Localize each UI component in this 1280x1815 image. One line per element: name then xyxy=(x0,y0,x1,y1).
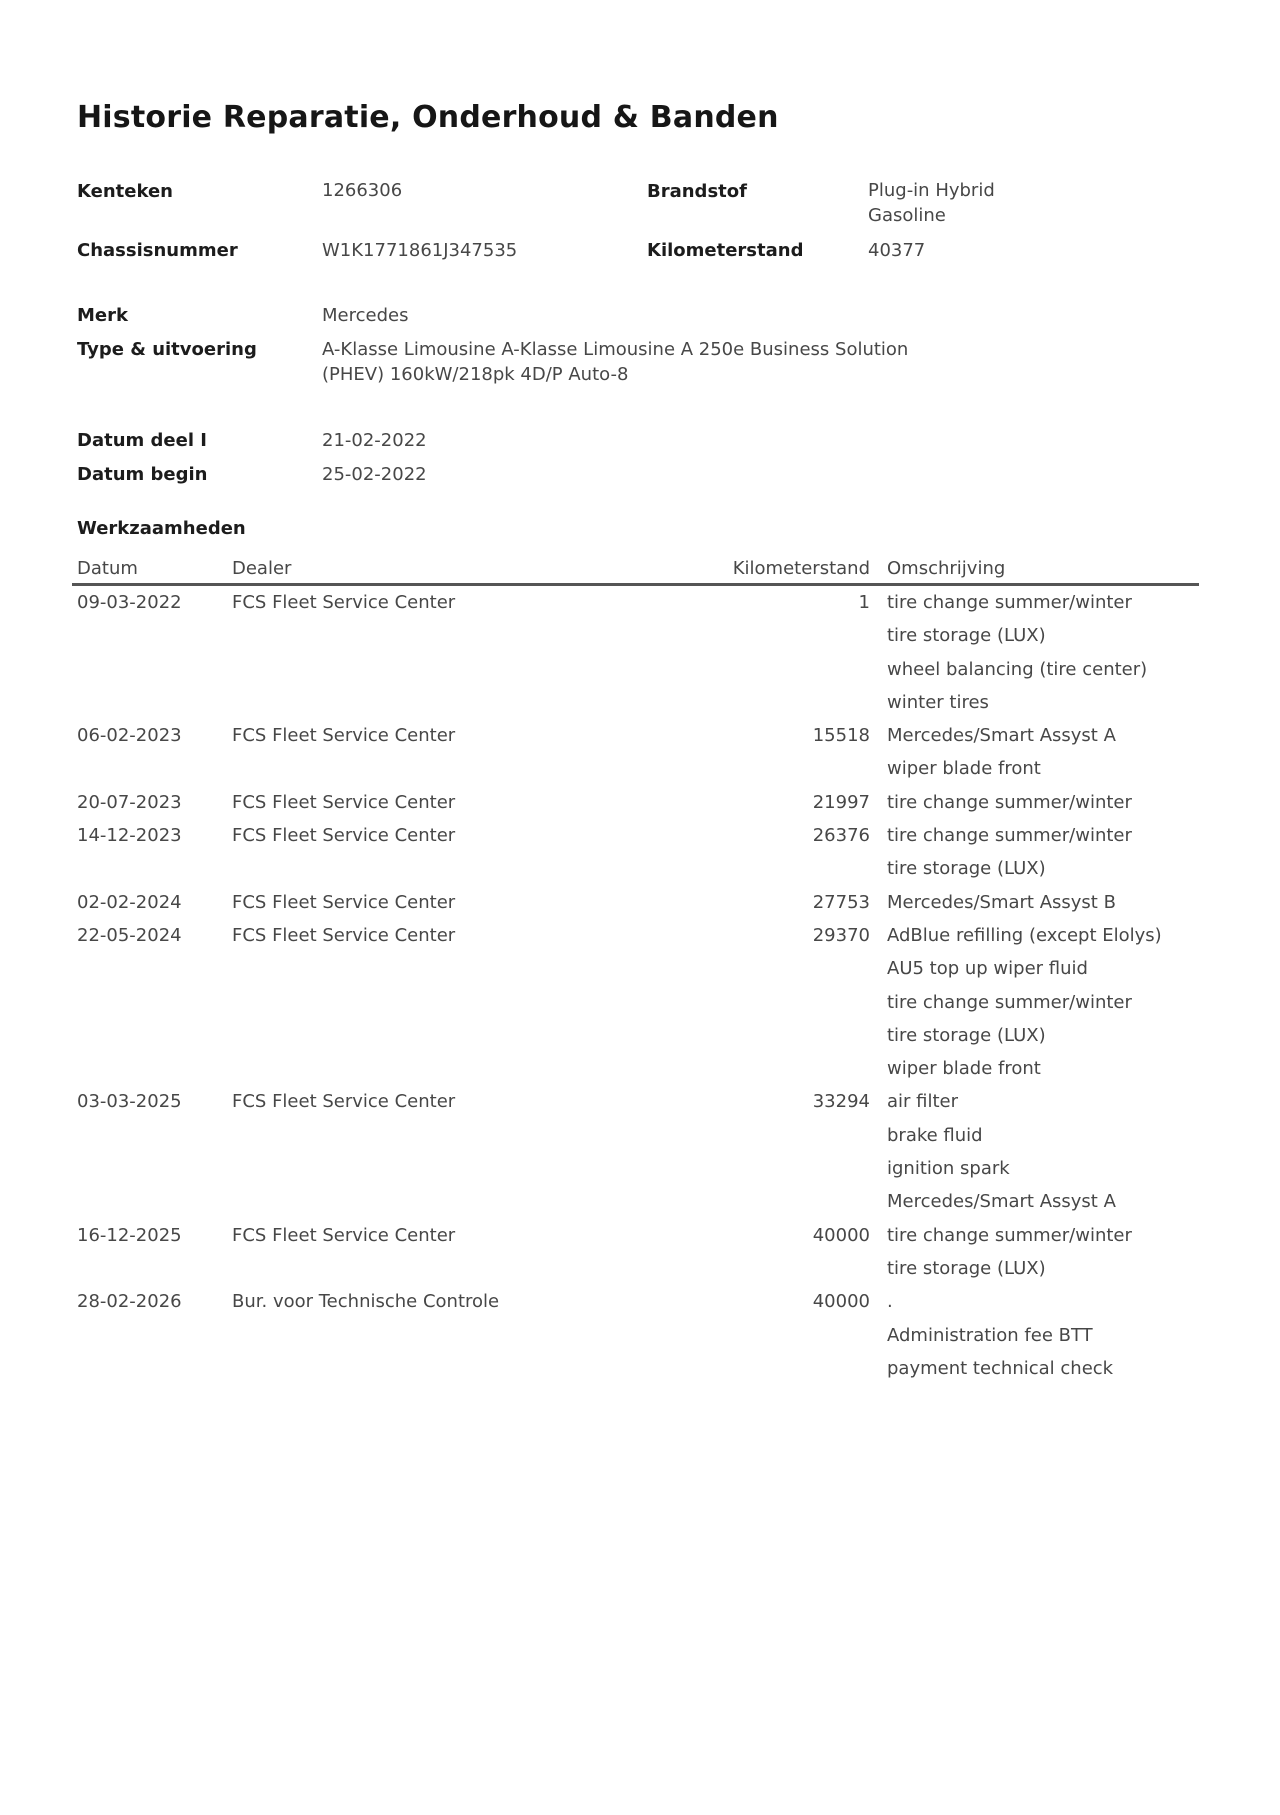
type-line-1: A-Klasse Limousine A-Klasse Limousine A 250e Business Solution xyxy=(322,339,909,360)
cell-dealer: FCS Fleet Service Center xyxy=(232,825,456,847)
cell-omschrijving xyxy=(875,819,1199,886)
cell-kilometerstand: 26376 xyxy=(812,825,870,847)
omschrijving-item: Mercedes/Smart Assyst A xyxy=(887,1191,1116,1213)
table-row xyxy=(72,1219,1199,1286)
omschrijving-item: tire change summer/winter xyxy=(887,592,1132,613)
cell-kilometerstand: 27753 xyxy=(812,891,870,913)
omschrijving-item: brake fluid xyxy=(887,1124,983,1146)
werkzaamheden-rows xyxy=(72,585,1199,1386)
omschrijving-item: tire storage (LUX) xyxy=(887,1024,1046,1046)
column-header-omschrijving: Omschrijving xyxy=(875,552,1199,585)
datum-deel-1-label: Datum deel I xyxy=(77,430,207,451)
cell-datum: 20-07-2023 xyxy=(77,791,182,813)
cell-dealer: FCS Fleet Service Center xyxy=(232,891,456,913)
cell-datum: 28-02-2026 xyxy=(77,1291,182,1313)
brandstof-line-2: Gasoline xyxy=(868,205,946,226)
cell-datum: 09-03-2022 xyxy=(77,592,182,613)
omschrijving-item: tire change summer/winter xyxy=(887,825,1132,847)
cell-dealer: FCS Fleet Service Center xyxy=(232,725,456,747)
cell-datum: 02-02-2024 xyxy=(77,891,182,913)
brandstof-line-1: Plug-in Hybrid xyxy=(868,180,995,201)
cell-kilometerstand: 29370 xyxy=(812,924,870,946)
cell-omschrijving xyxy=(875,786,1199,819)
cell-datum: 16-12-2025 xyxy=(77,1224,182,1246)
table-header-row xyxy=(72,552,1199,585)
brandstof-label: Brandstof xyxy=(647,181,747,202)
table-row xyxy=(72,919,1199,1085)
omschrijving-item: ignition spark xyxy=(887,1158,1010,1180)
werkzaamheden-table xyxy=(72,552,1199,1385)
cell-kilometerstand: 33294 xyxy=(812,1091,870,1113)
omschrijving-item: tire storage (LUX) xyxy=(887,1257,1046,1279)
omschrijving-item: tire change summer/winter xyxy=(887,991,1132,1013)
cell-kilometerstand: 40000 xyxy=(812,1291,870,1313)
cell-dealer: FCS Fleet Service Center xyxy=(232,791,456,813)
omschrijving-item: tire storage (LUX) xyxy=(887,625,1046,647)
cell-datum: 06-02-2023 xyxy=(77,725,182,747)
chassis-label: Chassisnummer xyxy=(77,240,238,261)
omschrijving-item: wiper blade front xyxy=(887,758,1041,780)
table-row xyxy=(72,1285,1199,1385)
kilometerstand-value: 40377 xyxy=(868,240,926,261)
omschrijving-item: tire change summer/winter xyxy=(887,791,1132,813)
table-row xyxy=(72,786,1199,819)
type-label: Type & uitvoering xyxy=(77,339,257,360)
omschrijving-item: payment technical check xyxy=(887,1357,1114,1379)
omschrijving-item: Mercedes/Smart Assyst A xyxy=(887,725,1116,747)
omschrijving-item: . xyxy=(887,1291,893,1313)
datum-begin-label: Datum begin xyxy=(77,464,208,485)
cell-omschrijving xyxy=(875,1085,1199,1218)
omschrijving-item: Mercedes/Smart Assyst B xyxy=(887,891,1116,913)
kilometerstand-label: Kilometerstand xyxy=(647,240,804,261)
omschrijving-item: wiper blade front xyxy=(887,1058,1041,1080)
cell-dealer: FCS Fleet Service Center xyxy=(232,1224,456,1246)
table-row xyxy=(72,719,1199,786)
cell-datum: 03-03-2025 xyxy=(77,1091,182,1113)
cell-kilometerstand: 21997 xyxy=(812,791,870,813)
omschrijving-item: wheel balancing (tire center) xyxy=(887,658,1148,680)
chassis-value: W1K1771861J347535 xyxy=(322,240,518,261)
table-row xyxy=(72,1085,1199,1218)
cell-dealer: FCS Fleet Service Center xyxy=(232,592,456,613)
column-header-kilometerstand: Kilometerstand xyxy=(642,552,875,585)
cell-dealer: FCS Fleet Service Center xyxy=(232,924,456,946)
table-row xyxy=(72,585,1199,720)
omschrijving-item: tire change summer/winter xyxy=(887,1224,1132,1246)
merk-label: Merk xyxy=(77,305,128,326)
table-row xyxy=(72,886,1199,919)
cell-omschrijving xyxy=(875,585,1199,720)
omschrijving-item: AU5 top up wiper fluid xyxy=(887,958,1088,980)
kenteken-label: Kenteken xyxy=(77,181,173,202)
cell-kilometerstand: 40000 xyxy=(812,1224,870,1246)
column-header-datum: Datum xyxy=(72,552,227,585)
cell-kilometerstand: 15518 xyxy=(812,725,870,747)
omschrijving-item: Administration fee BTT xyxy=(887,1324,1093,1346)
cell-omschrijving xyxy=(875,919,1199,1085)
omschrijving-item: tire storage (LUX) xyxy=(887,858,1046,880)
cell-dealer: FCS Fleet Service Center xyxy=(232,1091,456,1113)
datum-begin-value: 25-02-2022 xyxy=(322,464,427,485)
type-value xyxy=(322,337,908,387)
cell-dealer: Bur. voor Technische Controle xyxy=(232,1291,500,1313)
type-line-2: (PHEV) 160kW/218pk 4D/P Auto-8 xyxy=(322,364,629,385)
cell-omschrijving xyxy=(875,1285,1199,1385)
kenteken-value: 1266306 xyxy=(322,180,403,201)
omschrijving-item: AdBlue refilling (except Elolys) xyxy=(887,924,1162,946)
datum-deel-1-value: 21-02-2022 xyxy=(322,430,427,451)
column-header-dealer: Dealer xyxy=(227,552,642,585)
table-row xyxy=(72,819,1199,886)
cell-datum: 22-05-2024 xyxy=(77,924,182,946)
omschrijving-item: air filter xyxy=(887,1091,959,1113)
page-title: Historie Reparatie, Onderhoud & Banden xyxy=(77,100,779,135)
cell-omschrijving xyxy=(875,719,1199,786)
brandstof-value xyxy=(868,178,995,228)
cell-datum: 14-12-2023 xyxy=(77,825,182,847)
cell-kilometerstand: 1 xyxy=(858,592,870,613)
cell-omschrijving xyxy=(875,1219,1199,1286)
merk-value: Mercedes xyxy=(322,305,409,326)
omschrijving-item: winter tires xyxy=(887,691,989,713)
cell-omschrijving xyxy=(875,886,1199,919)
werkzaamheden-heading: Werkzaamheden xyxy=(77,518,246,539)
